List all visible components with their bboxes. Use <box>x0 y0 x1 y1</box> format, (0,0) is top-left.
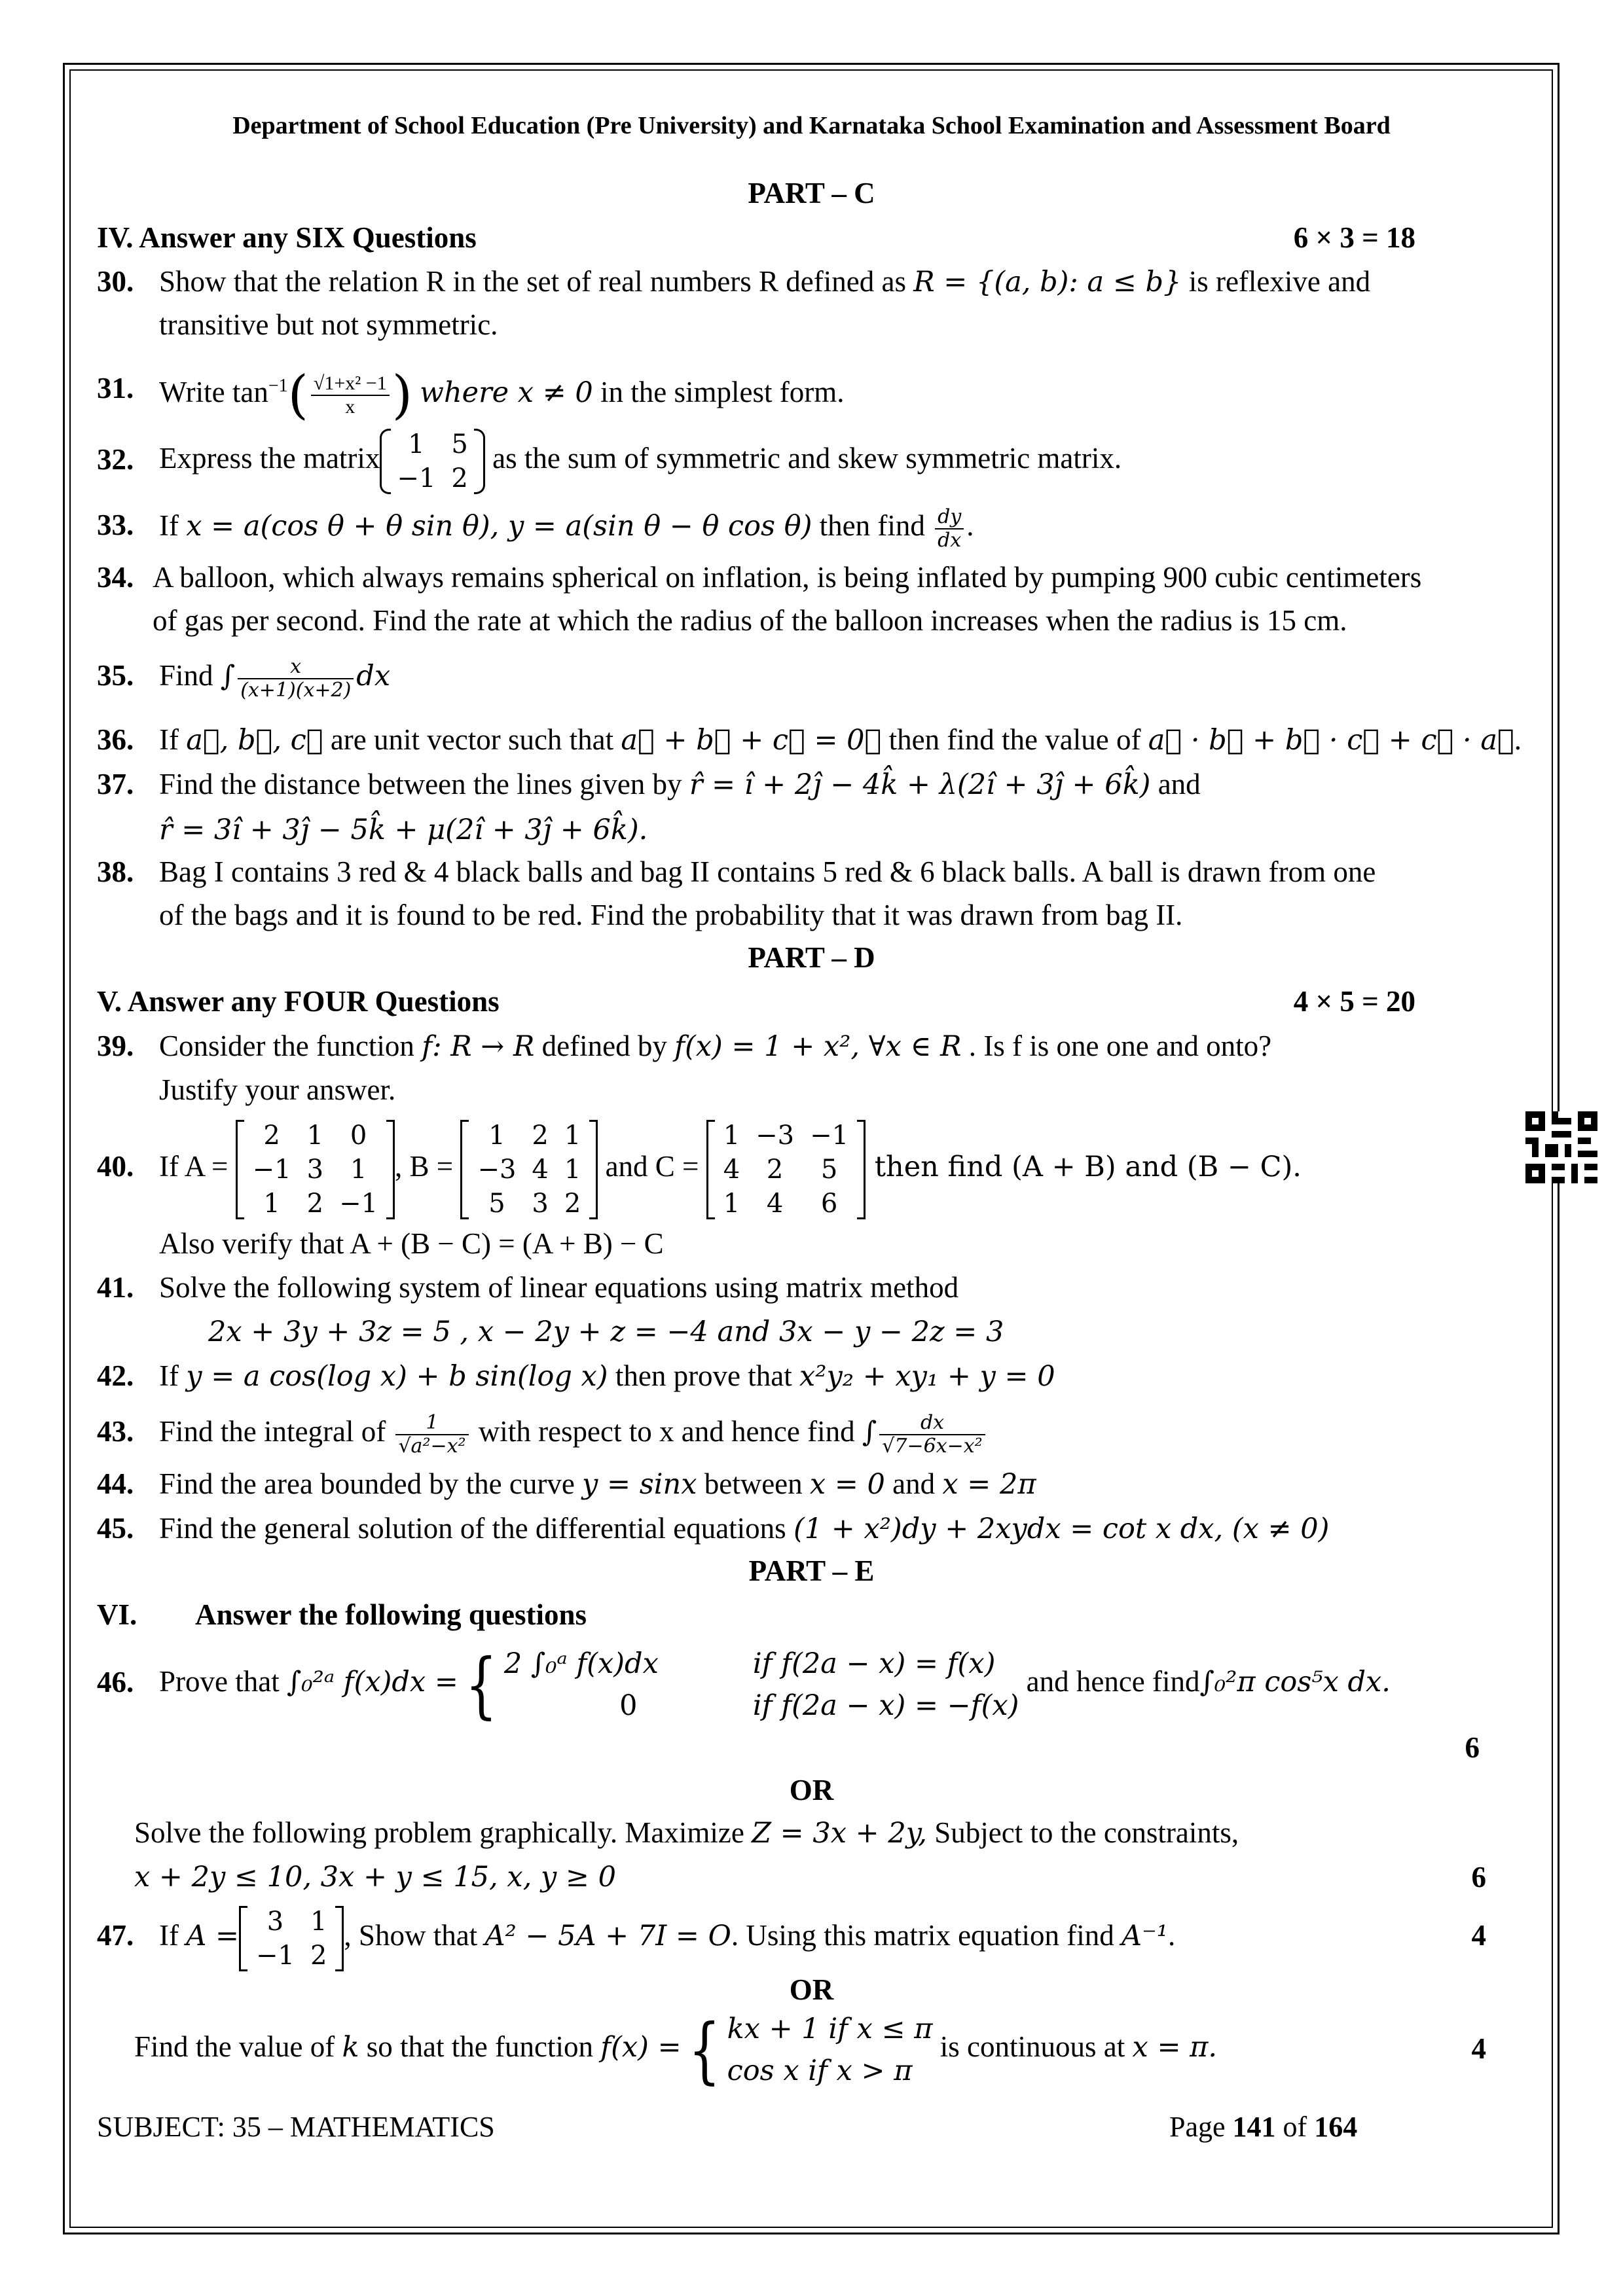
q31-number: 31. <box>97 372 134 404</box>
q36-number: 36. <box>97 723 134 756</box>
q38-number: 38. <box>97 855 134 888</box>
or-separator-1: OR <box>789 1774 834 1806</box>
q40-continuation: Also verify that A + (B − C) = (A + B) − C <box>159 1227 664 1260</box>
q34-number: 34. <box>97 561 134 594</box>
q41-number: 41. <box>97 1271 134 1304</box>
q35-text: Find ∫ $\frac{x}{(x+1)(x+2)}$ dx <box>159 655 391 702</box>
q39-number: 39. <box>97 1030 134 1062</box>
q35-number: 35. <box>97 659 134 692</box>
q38-text: Bag I contains 3 red & 4 black balls and bag II contains 5 red & 6 black balls. A ball is drawn from one <box>159 855 1376 888</box>
q41-text: Solve the following system of linear equations using matrix method <box>159 1271 959 1304</box>
q45-number: 45. <box>97 1512 134 1545</box>
q47-number: 47. <box>97 1919 134 1952</box>
q34-continuation: of gas per second. Find the rate at which the radius of the balloon increases when the radius is 15 cm. <box>153 604 1347 637</box>
board-header: Department of School Education (Pre University) and Karnataka School Examination and Assessment Board <box>232 112 1391 139</box>
q47-marks: 4 <box>1471 1919 1486 1952</box>
q46-alt-marks: 6 <box>1471 1861 1486 1893</box>
q32-text: Express the matrix 1 5 −1 2 as the sum of symmetric and skew symmetric matrix. <box>159 422 1122 497</box>
q44-number: 44. <box>97 1467 134 1500</box>
q32-matrix: 1 5 −1 2 <box>380 427 484 495</box>
q40-number: 40. <box>97 1150 134 1183</box>
q47-matrix: 3 1 −1 2 <box>239 1905 344 1973</box>
matrix-a: 2 1 0 −1 3 1 1 2 −1 <box>236 1119 395 1221</box>
q30-text: Show that the relation R in the set of real numbers R defined as R = {(a, b): a ≤ b} is reflexive and <box>159 265 1371 298</box>
q46-alt-constraints: x + 2y ≤ 10, 3x + y ≤ 15, x, y ≥ 0 <box>134 1861 616 1893</box>
q45-text: Find the general solution of the differential equations (1 + x²)dy + 2xydx = cot x dx, (x ≠ 0) <box>159 1512 1330 1545</box>
q46-marks: 6 <box>1465 1731 1480 1764</box>
section-v-marks: 4 × 5 = 20 <box>1293 985 1415 1018</box>
footer-subject: SUBJECT: 35 – MATHEMATICS <box>97 2111 495 2143</box>
q34-text: A balloon, which always remains spherical on inflation, is being inflated by pumping 900 cubic centimeters <box>153 561 1422 594</box>
part-e-title: PART – E <box>748 1554 875 1587</box>
q37-number: 37. <box>97 768 134 800</box>
or-separator-2: OR <box>789 1973 834 2006</box>
q30-number: 30. <box>97 265 134 298</box>
q41-equations: 2x + 3y + 3z = 5 , x − 2y + z = −4 and 3x − y − 2z = 3 <box>208 1316 1004 1348</box>
q32-number: 32. <box>97 443 134 476</box>
q47-alt-marks: 4 <box>1471 2032 1486 2065</box>
matrix-b: 1 2 1 −3 4 1 5 3 2 <box>460 1119 598 1221</box>
q42-number: 42. <box>97 1359 134 1392</box>
q43-number: 43. <box>97 1415 134 1448</box>
q38-continuation: of the bags and it is found to be red. Find the probability that it was drawn from bag II. <box>159 899 1183 931</box>
q30-continuation: transitive but not symmetric. <box>159 308 498 341</box>
q46-number: 46. <box>97 1666 134 1698</box>
q42-text: If y = a cos(log x) + b sin(log x) then prove that x²y₂ + xy₁ + y = 0 <box>159 1359 1055 1393</box>
q46-alt-text: Solve the following problem graphically. Maximize Z = 3x + 2y, Subject to the constraints, <box>134 1816 1239 1850</box>
section-vi-heading: Answer the following questions <box>195 1598 587 1631</box>
part-c-title: PART – C <box>748 177 875 209</box>
q31-text: Write $\tan^{-1}$( $\frac{\text{√1+x² −1}}{x}$ ) where x ≠ 0 in the simplest form. <box>159 364 845 425</box>
q36-text: If a⃗, b⃗, c⃗ are unit vector such that a⃗ + b⃗ + c⃗ = 0⃗ then find the value of a⃗ · b⃗ + b⃗ · c⃗ + c⃗ · a⃗. <box>159 723 1522 757</box>
section-iv-heading: IV. Answer any SIX Questions <box>97 221 477 254</box>
section-vi-number: VI. <box>97 1598 137 1631</box>
q43-text: Find the integral of $\frac{1}{\text{√a²−x²}}$ with respect to x and hence find ∫ $\frac{dx}{\text{√7−6x−x²}}$ <box>159 1399 988 1465</box>
q47-text: If A = 3 1 −1 2 , Show that A² − 5A + 7I = O. Using this matrix equation find A⁻¹. <box>159 1897 1175 1975</box>
matrix-c: 1 −3 −1 4 2 5 1 4 6 <box>706 1119 866 1221</box>
q37-continuation: r̂ = 3î + 3ĵ − 5k̂ + μ(2î + 3ĵ + 6k̂). <box>159 814 648 846</box>
q37-text: Find the distance between the lines given by r̂ = î + 2ĵ − 4k̂ + λ(2î + 3ĵ + 6k̂) and <box>159 768 1201 801</box>
q33-text: If x = a(cos θ + θ sin θ), y = a(sin θ − θ cos θ) then find $\frac{dy}{dx}$ . <box>159 505 974 552</box>
q40-text: If A = 2 1 0 −1 3 1 1 2 −1 , B = 1 2 1 −3 4 1 5 3 2 and C = 1 −3 −1 4 2 5 1 4 6 then find (A + B) and (B − C). <box>159 1109 1302 1227</box>
section-iv-marks: 6 × 3 = 18 <box>1293 221 1415 254</box>
q47-alt-text: Find the value of k so that the function f(x) ={ kx + 1 if x ≤ π cos x if x > π is continuous at x = π. <box>134 2007 1218 2092</box>
q39-continuation: Justify your answer. <box>159 1073 396 1106</box>
footer-page: Page 141 of 164 <box>1169 2111 1358 2143</box>
section-v-heading: V. Answer any FOUR Questions <box>97 985 500 1018</box>
q39-text: Consider the function f: R → R defined by f(x) = 1 + x², ∀x ∈ R . Is f is one one and onto? <box>159 1030 1272 1063</box>
qr-code-icon <box>1525 1111 1597 1183</box>
q44-text: Find the area bounded by the curve y = sinx between x = 0 and x = 2π <box>159 1467 1036 1501</box>
q33-number: 33. <box>97 509 134 541</box>
q46-text: Prove that ∫₀²ᵃ f(x)dx ={ 2 ∫₀ᵃ f(x)dx if f(2a − x) = f(x) 0 if f(2a − x) = −f(x) and hence find∫₀²π cos⁵x dx. <box>159 1642 1391 1727</box>
part-d-title: PART – D <box>748 941 875 974</box>
